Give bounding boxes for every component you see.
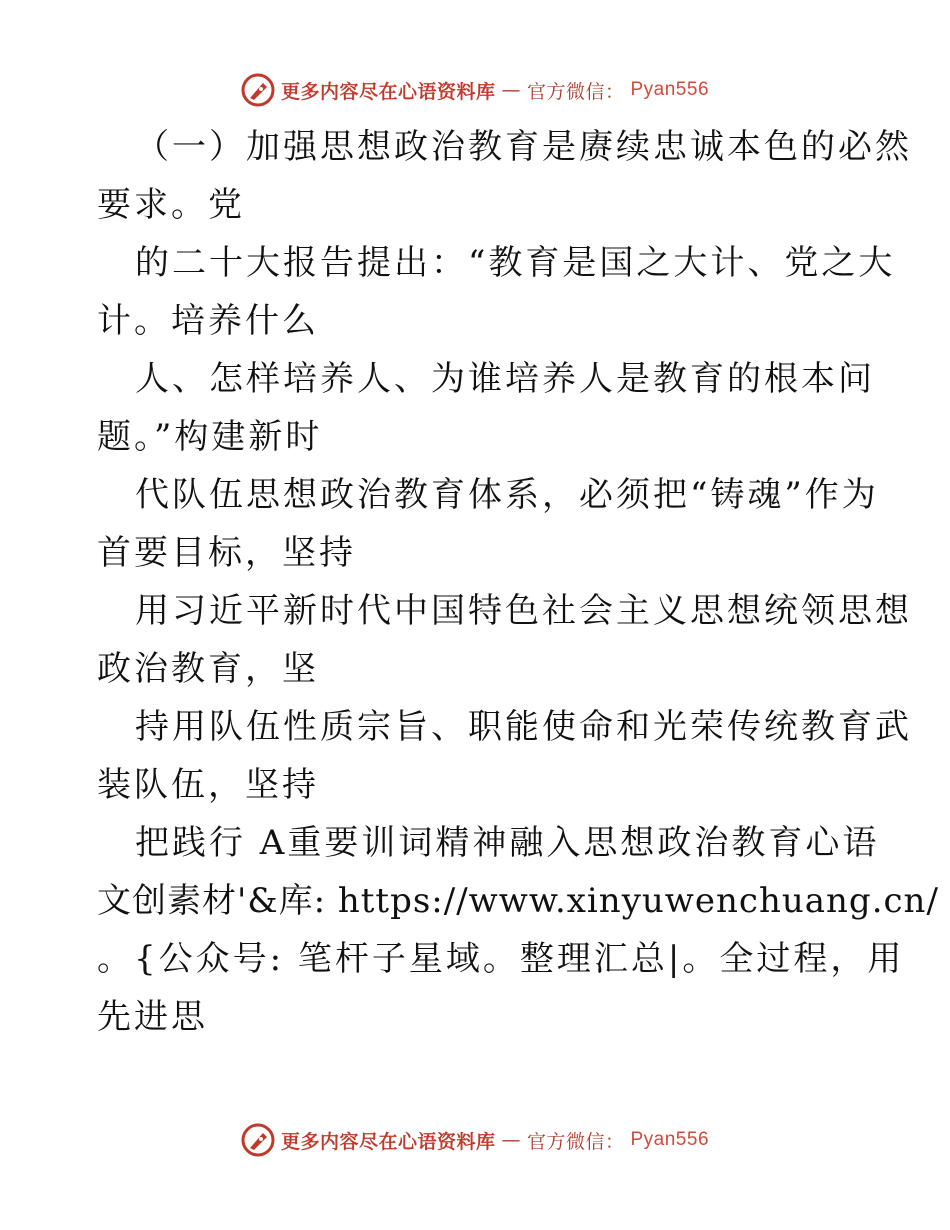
text-line: 人、怎样培养人、为谁培养人是教育的根本问 [135,359,875,399]
text-line: 的二十大报告提出：“教育是国之大计、党之大 [135,243,896,283]
text-line: 要求。党 [97,185,245,225]
watermark-brand: 更多内容尽在心语资料库 [280,1130,496,1153]
watermark-dash: — [501,79,521,101]
text-line: 文创素材'&库: https://www.xinyuwenchuang.cn/ [97,881,939,921]
text-line: 计。培养什么 [97,301,319,341]
text-line: 首要目标，坚持 [97,533,356,573]
text-line: 用习近平新时代中国特色社会主义思想统领思想 [135,591,912,631]
pen-nib-circle-icon [241,1123,275,1157]
watermark-dash: — [501,1129,521,1151]
watermark-account: Pyan556 [630,1129,710,1150]
watermark-label: 官方微信： [526,1130,625,1153]
watermark-label: 官方微信： [526,80,625,103]
text-line: 政治教育，坚 [97,649,319,689]
text-line: （一）加强思想政治教育是赓续忠诚本色的必然 [135,127,912,167]
text-line: 持用队伍性质宗旨、职能使命和光荣传统教育武 [135,707,912,747]
text-line: 把践行 A重要训词精神融入思想政治教育心语 [135,823,880,863]
text-line: 装队伍，坚持 [97,765,319,805]
pen-nib-circle-icon [241,73,275,107]
watermark-brand: 更多内容尽在心语资料库 [280,80,496,103]
text-line: 代队伍思想政治教育体系，必须把“铸魂”作为 [135,475,879,515]
text-line: 。{公众号: 笔杆子星域。整理汇总|。全过程，用 [97,939,905,979]
text-line: 题。”构建新时 [97,417,323,457]
watermark-header [0,68,950,112]
watermark-account: Pyan556 [630,79,710,100]
watermark-footer [0,1118,950,1162]
document-body [97,118,939,1046]
text-line: 先进思 [97,997,208,1037]
